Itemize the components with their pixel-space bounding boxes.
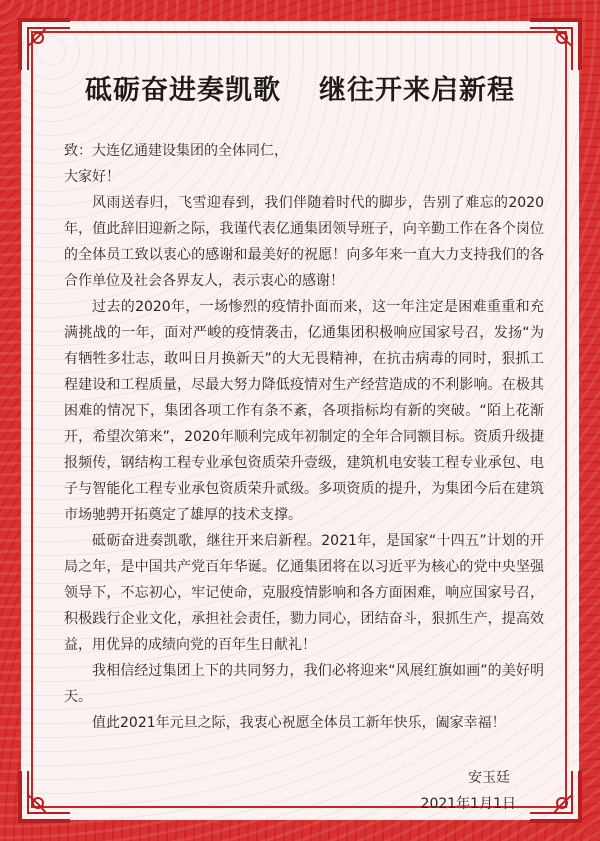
title-part-1: 砥砺奋进奏凯歌 xyxy=(85,75,281,106)
signature-block xyxy=(421,765,516,817)
paragraph: 值此2021年元旦之际，我衷心祝愿全体员工新年快乐，阖家幸福！ xyxy=(92,715,506,731)
greeting: 大家好！ xyxy=(64,169,120,185)
corner-ornament-icon xyxy=(16,767,74,825)
letter-title xyxy=(0,68,600,107)
salutation: 致：大连亿通建设集团的全体同仁， xyxy=(64,143,288,159)
corner-ornament-icon xyxy=(16,16,74,74)
paragraph: 砥砺奋进奏凯歌，继往开来启新程。2021年，是国家“十四五”计划的开局之年，是中国共产党百年华诞。亿通集团将在以习近平为核心的党中央坚强领导下，不忘初心，牢记使命，克服疫情影响和各方面困难，响应国家号召，积极践行企业文化，承担社会责任，勠力同心，团结奋斗，狠抓生产，提高效益，用优异的成绩向党的百年生日献礼！ xyxy=(64,533,544,653)
title-part-2: 继往开来启新程 xyxy=(319,75,515,106)
signature-date: 2021年1月1日 xyxy=(420,796,516,812)
signer-name: 安玉廷 xyxy=(468,770,510,786)
letter-body xyxy=(64,138,544,736)
corner-ornament-icon xyxy=(526,16,584,74)
paragraph: 过去的2020年，一场惨烈的疫情扑面而来，这一年注定是困难重重和充满挑战的一年，面对严峻的疫情袭击，亿通集团积极响应国家号召，发扬“为有牺牲多壮志，敢叫日月换新天”的大无畏精神，在抗击病毒的同时，狠抓工程建设和工程质量，尽最大努力降低疫情对生产经营造成的不利影响。在极其困难的情况下，集团各项工作有条不紊，各项指标均有新的突破。“陌上花渐开，希望次第来”，2020年顺利完成年初制定的全年合同额目标。资质升级捷报频传，钢结构工程专业承包资质荣升壹级，建筑机电安装工程专业承包、电子与智能化工程专业承包资质荣升贰级。多项资质的提升，为集团今后在建筑市场驰骋开拓奠定了雄厚的技术支撑。 xyxy=(64,299,544,523)
corner-ornament-icon xyxy=(526,767,584,825)
paragraph: 风雨送春归，飞雪迎春到，我们伴随着时代的脚步，告别了难忘的2020年，值此辞旧迎新之际，我谨代表亿通集团领导班子，向辛勤工作在各个岗位的全体员工致以衷心的感谢和最美好的祝愿！向多年来一直大力支持我们的各合作单位及社会各界友人，表示衷心的感谢！ xyxy=(64,195,544,289)
paragraph: 我相信经过集团上下的共同努力，我们必将迎来“风展红旗如画”的美好明天。 xyxy=(64,663,544,705)
